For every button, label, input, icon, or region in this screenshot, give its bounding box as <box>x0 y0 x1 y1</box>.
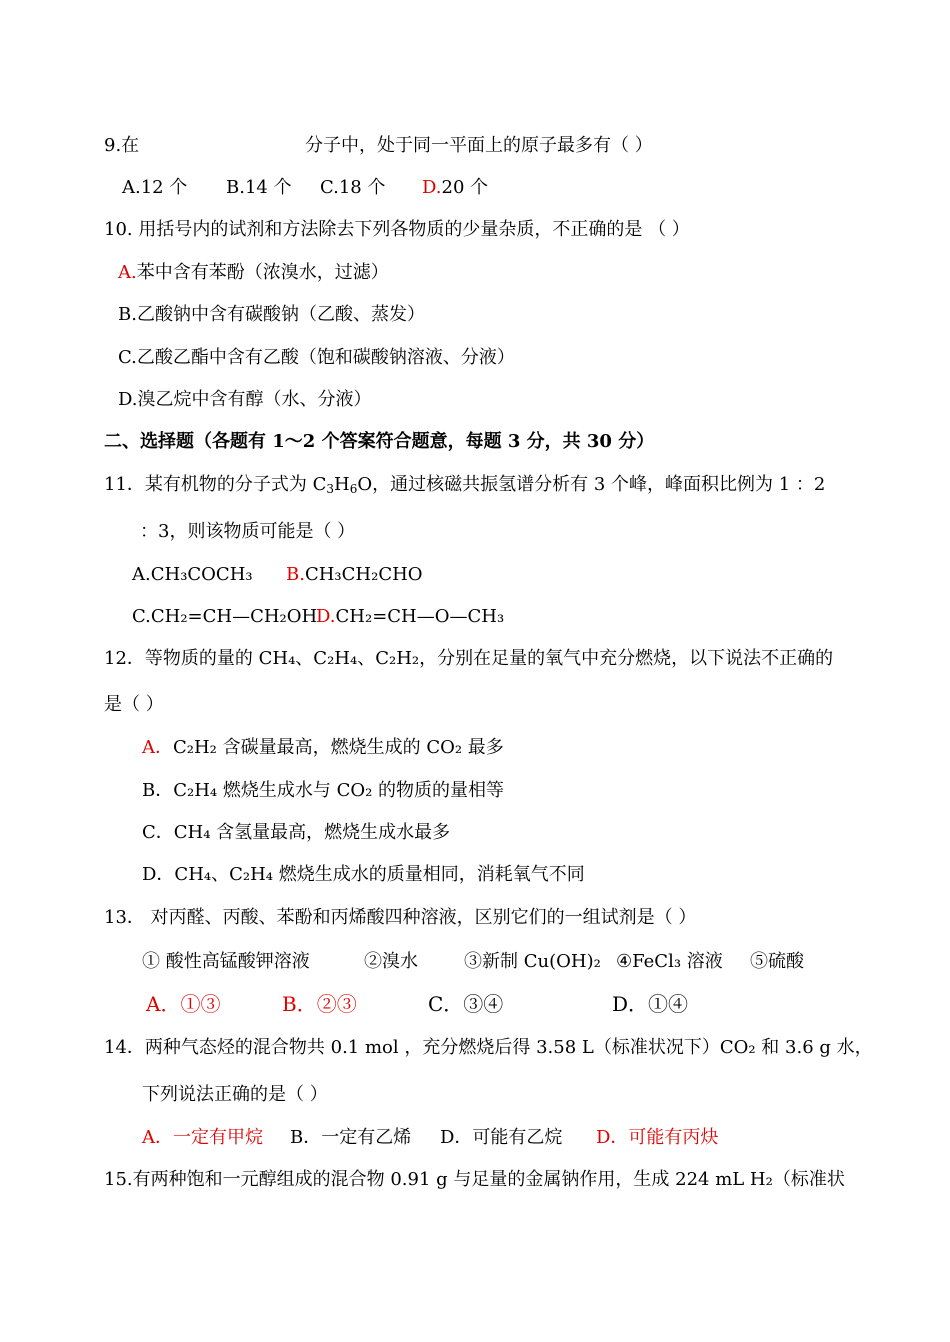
q14-option-b: B．一定有乙烯 <box>290 1127 412 1148</box>
q11-option-c: C.CH₂=CH—CH₂OH <box>132 606 318 627</box>
q12-option-a: A．C₂H₂ 含碳量最高，燃烧生成的 CO₂ 最多 <box>142 737 504 758</box>
q9-option-d: D.20 个 <box>422 177 489 198</box>
q13-reagent-1: ① 酸性高锰酸钾溶液 <box>142 951 310 972</box>
q13-reagent-5: ⑤硫酸 <box>750 951 804 972</box>
q14-stem-line2: 下列说法正确的是（ ） <box>142 1084 328 1105</box>
q13-reagent-4: ④FeCl₃ 溶液 <box>616 951 723 972</box>
q13-option-b: B．②③ <box>282 992 357 1016</box>
q9-stem-rest: 分子中，处于同一平面上的原子最多有（ ） <box>305 135 653 156</box>
q13-option-c: C．③④ <box>428 992 504 1016</box>
q9-option-a: A.12 个 <box>122 177 188 198</box>
q11-stem-line2: ：3，则该物质可能是（ ） <box>140 521 356 542</box>
q10-option-d: D.溴乙烷中含有醇（水、分液） <box>118 389 372 410</box>
q11-options-cd <box>132 605 504 629</box>
q12-stem-line2: 是（ ） <box>104 694 164 715</box>
q11-option-b: B.CH₃CH₂CHO <box>286 564 423 585</box>
q11-option-a: A.CH₃COCH₃ <box>132 564 253 585</box>
q11-options-ab <box>132 563 423 587</box>
q12-option-d: D．CH₄、C₂H₄ 燃烧生成水的质量相同，消耗氧气不同 <box>142 864 585 885</box>
q11-stem: 11．某有机物的分子式为 $C_3H_6O$，通过核磁共振氢谱分析有 3 个峰，峰面积比例为 1 ：2 <box>104 474 826 496</box>
q13-reagent-3: ③新制 Cu(OH)₂ <box>464 951 601 972</box>
q11-option-d: D.CH₂=CH—O—CH₃ <box>316 606 505 627</box>
q9-options <box>122 176 488 200</box>
q13-option-a: A．①③ <box>146 992 221 1016</box>
q13-stem: 13． 对丙醛、丙酸、苯酚和丙烯酸四种溶液，区别它们的一组试剂是（ ） <box>104 907 697 928</box>
q10-option-c: C.乙酸乙酯中含有乙酸（饱和碳酸钠溶液、分液） <box>118 347 515 368</box>
q12-stem: 12．等物质的量的 CH₄、C₂H₄、C₂H₂，分别在足量的氧气中充分燃烧，以下说法不正确的 <box>104 648 834 669</box>
q13-option-d: D．①④ <box>612 992 689 1016</box>
q13-options <box>146 992 688 1016</box>
q9-option-b: B.14 个 <box>226 177 292 198</box>
q9-stem-a: 9.在 <box>104 135 140 156</box>
q12-option-c: C．CH₄ 含氢量最高，燃烧生成水最多 <box>142 822 451 843</box>
q9-stem <box>104 134 139 158</box>
q14-option-a: A．一定有甲烷 <box>142 1127 263 1148</box>
q14-option-c: D．可能有乙烷 <box>440 1127 563 1148</box>
q10-option-b: B.乙酸钠中含有碳酸钠（乙酸、蒸发） <box>118 304 425 325</box>
q15-stem: 15.有两种饱和一元醇组成的混合物 0.91 g 与足量的金属钠作用，生成 224 mL H₂（标准状 <box>104 1169 845 1190</box>
q14-option-d: D．可能有丙炔 <box>596 1127 719 1148</box>
q13-reagent-2: ②溴水 <box>364 951 418 972</box>
q10-option-a: A.苯中含有苯酚（浓溴水，过滤） <box>118 262 389 283</box>
q10-stem: 10. 用括号内的试剂和方法除去下列各物质的少量杂质，不正确的是 （ ） <box>104 219 690 240</box>
q14-options <box>142 1126 718 1150</box>
q13-reagents <box>142 950 804 974</box>
q14-stem: 14．两种气态烃的混合物共 0.1 mol ，充分燃烧后得 3.58 L（标准状况下）CO₂ 和 3.6 g 水， <box>104 1037 873 1058</box>
q12-option-b: B．C₂H₄ 燃烧生成水与 CO₂ 的物质的量相等 <box>142 780 505 801</box>
q9-option-c: C.18 个 <box>320 177 386 198</box>
section-title: 二、选择题（各题有 1～2 个答案符合题意，每题 3 分，共 30 分） <box>104 431 655 452</box>
